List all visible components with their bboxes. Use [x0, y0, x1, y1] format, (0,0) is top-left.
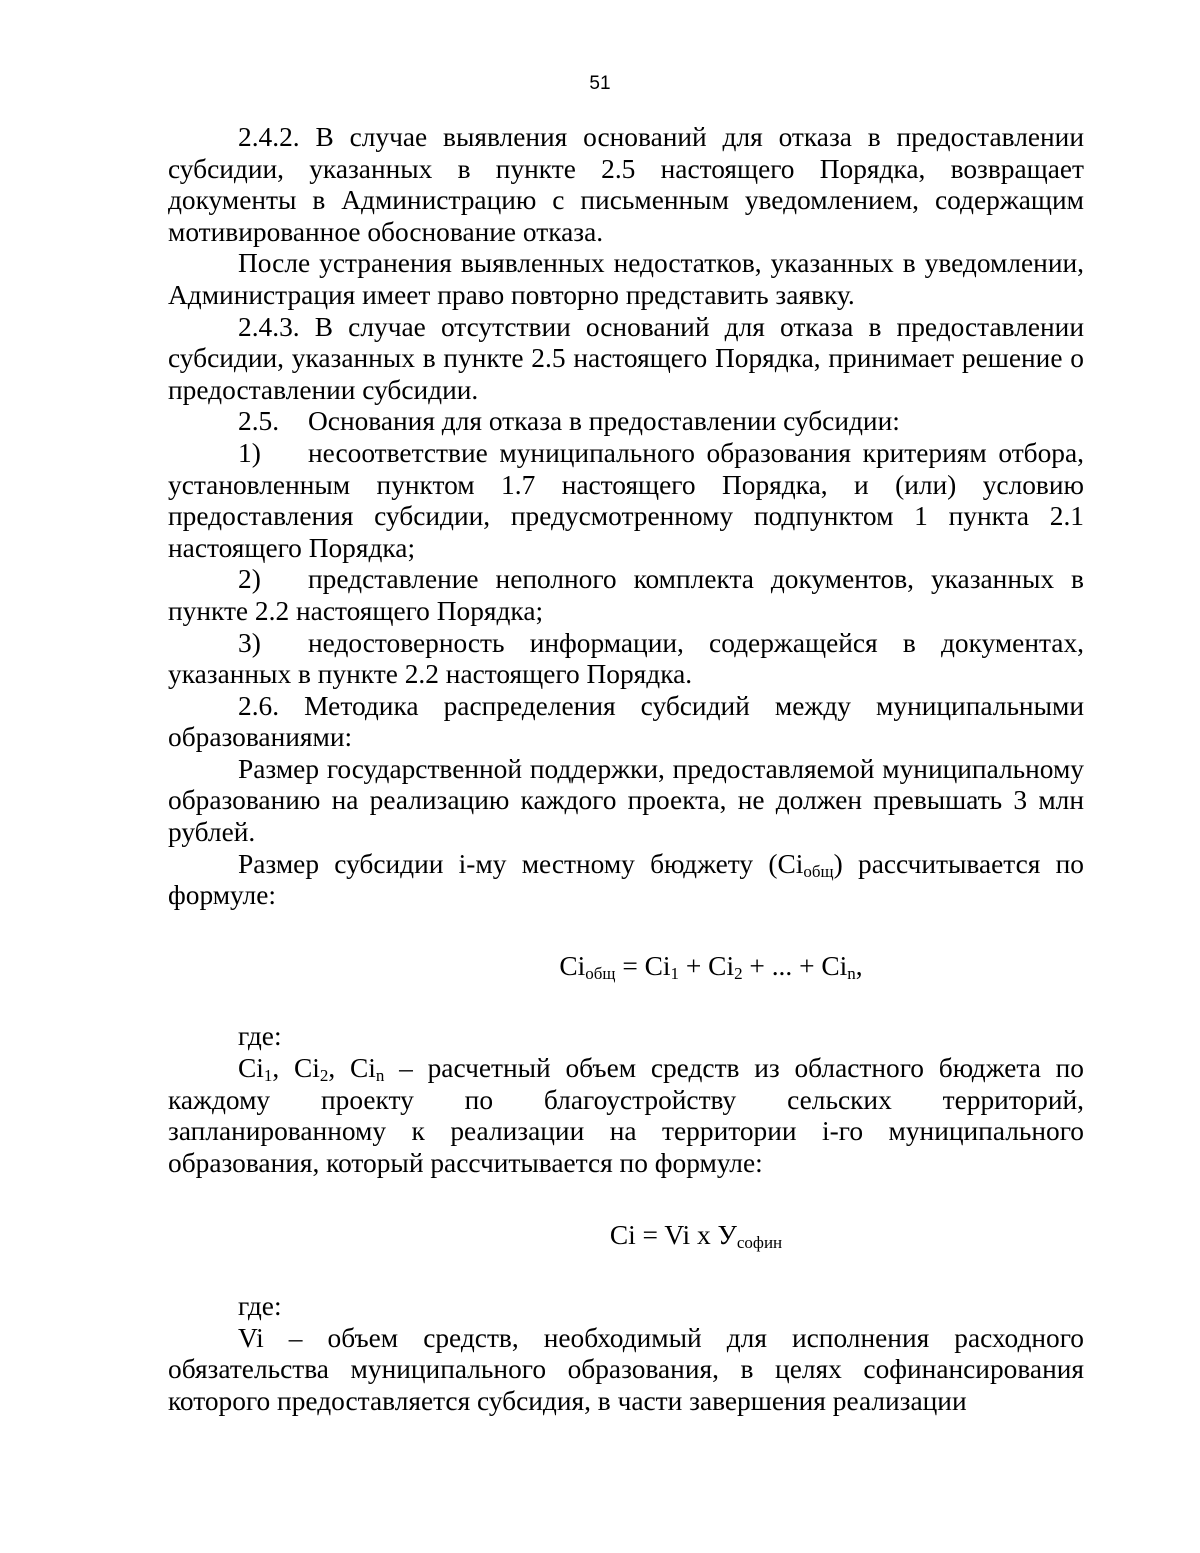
subscript: 1 [263, 1066, 273, 1086]
paragraph-2-5-text: Основания для отказа в предоставлении субсидии: [308, 406, 900, 437]
list-item-3 [168, 628, 1084, 691]
paragraph-ci-definition [168, 1053, 1084, 1179]
subscript: n [375, 1066, 385, 1086]
where-label-1: где: [238, 1021, 282, 1052]
subscript: общ [585, 963, 616, 983]
subscript: софин [736, 1233, 783, 1253]
text-fragment: , Ci [272, 1053, 320, 1084]
formula-term: + ... + Ci [742, 950, 848, 981]
document-body [168, 122, 1084, 1417]
where-label-2: где: [238, 1291, 282, 1321]
paragraph-2-5 [168, 406, 1084, 438]
list-item-2-number: 2) [238, 564, 261, 595]
paragraph-support-size: Размер государственной поддержки, предоставляемой муниципальному образованию на реализацию каждого проекта, не должен превышать 3 млн рублей. [168, 753, 1084, 848]
paragraph-2-4-2: 2.4.2. В случае выявления оснований для отказа в предоставлении субсидии, указанных в пункте 2.5 настоящего Порядка, возвращает документы в Администрацию с письменным уведомлением, содержащим мотивированное обоснование отказа. [168, 122, 1084, 247]
paragraph-2-6: 2.6. Методика распределения субсидий между муниципальными образованиями: [168, 690, 1084, 753]
subscript: 2 [734, 963, 743, 983]
formula-term: = Ci [615, 950, 671, 981]
paragraph-2-5-number: 2.5. [238, 406, 280, 437]
text-fragment: , Ci [328, 1053, 376, 1084]
formula-total-subsidy [168, 912, 1084, 1022]
formula-term: Ci [559, 950, 586, 981]
paragraph-subsidy-formula-intro [168, 849, 1084, 912]
subscript: 2 [319, 1066, 329, 1086]
formula-term: Ci = Vi x У [609, 1220, 737, 1251]
formula-term: , [855, 950, 863, 981]
list-item-1-text: несоответствие муниципального образования критериям отбора, установленным пунктом 1.7 настоящего Порядка, и (или) условию предоставления субсидии, предусмотренному подпунктом 1 пункта 2.1 настоящего Порядка; [168, 437, 1084, 563]
list-item-3-number: 3) [238, 627, 261, 658]
list-item-2-text: представление неполного комплекта документов, указанных в пункте 2.2 настоящего Порядка; [168, 564, 1084, 626]
text-fragment: – расчетный объем средств из областного бюджета по каждому проекту по благоустройству сельских территорий, запланированному к реализации на территории i-го муниципального образования, который рассчитывается по формуле: [168, 1053, 1084, 1178]
text-fragment: Ci [238, 1053, 264, 1084]
formula-term: + Ci [679, 950, 735, 981]
formula-project-subsidy [168, 1179, 1084, 1291]
list-item-1-number: 1) [238, 437, 261, 468]
subscript: 1 [670, 963, 680, 983]
paragraph-vi-definition: Vi – объем средств, необходимый для исполнения расходного обязательства муниципального образования, в целях софинансирования которого предоставляется субсидия, в части завершения реализации [168, 1322, 1084, 1416]
text-fragment: ) рассчитывается по формуле: [168, 848, 1084, 911]
paragraph-2-4-3: 2.4.3. В случае отсутствии оснований для отказа в предоставлении субсидии, указанных в пункте 2.5 настоящего Порядка, принимает решение о предоставлении субсидии. [168, 311, 1084, 405]
page-number: 51 [589, 73, 611, 94]
list-item-3-text: недостоверность информации, содержащейся в документах, указанных в пункте 2.2 настоящего Порядка. [168, 627, 1084, 690]
text-fragment: Размер субсидии i-му местному бюджету (Ci [238, 848, 804, 879]
subscript: n [847, 963, 856, 983]
subscript: общ [803, 861, 834, 881]
paragraph-resubmission: После устранения выявленных недостатков, указанных в уведомлении, Администрация имеет право повторно представить заявку. [168, 248, 1084, 310]
list-item-2 [168, 564, 1084, 627]
list-item-1 [168, 438, 1084, 564]
